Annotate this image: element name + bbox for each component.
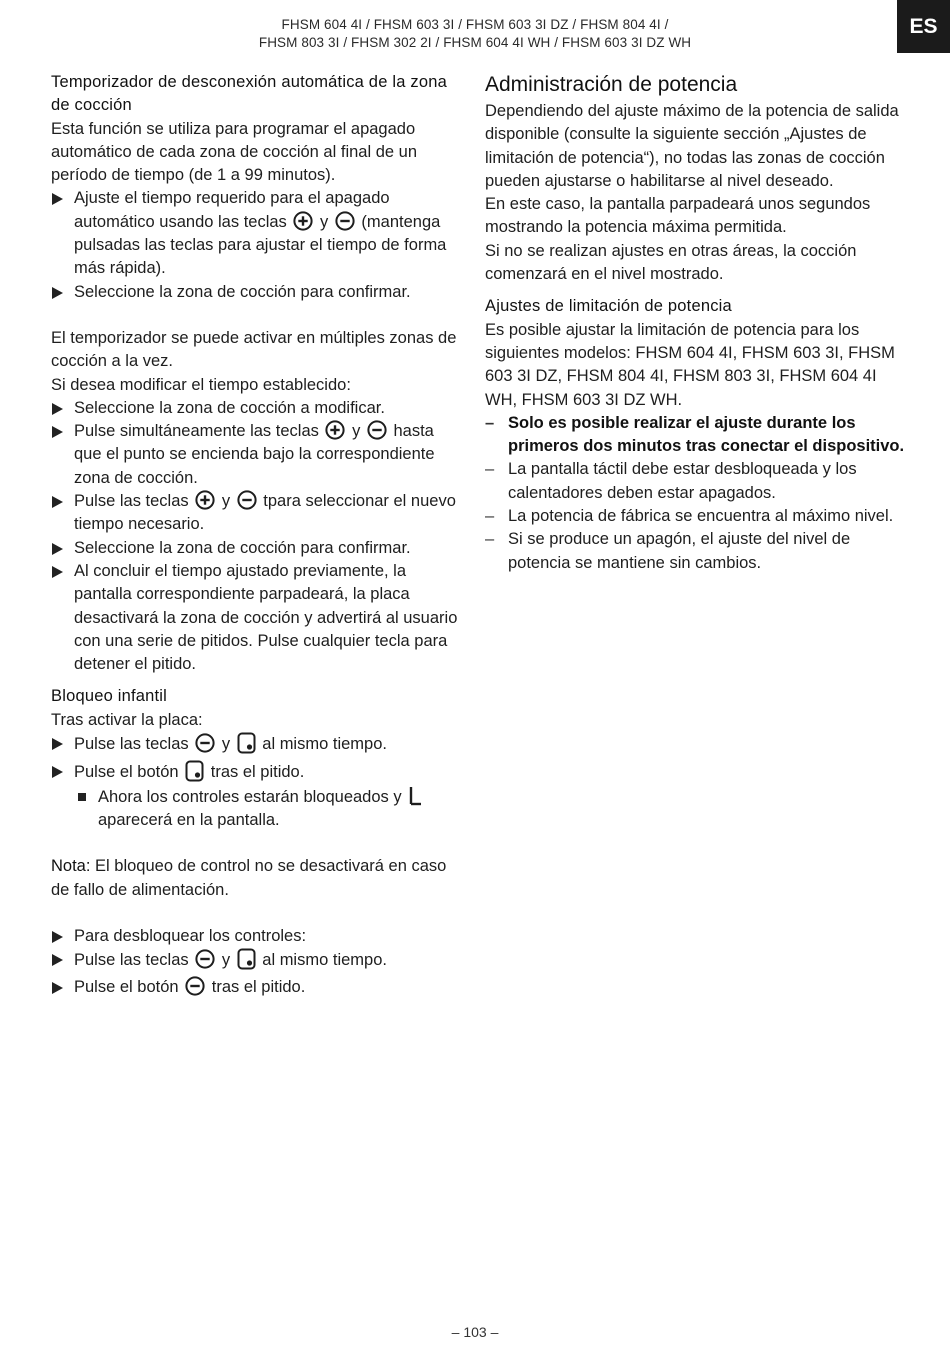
step-text: Pulse simultáneamente las teclas — [74, 422, 319, 441]
left-column — [51, 71, 461, 1000]
lock-key-icon — [185, 760, 204, 782]
page-number: – 103 – — [451, 1324, 499, 1340]
list-item — [51, 760, 461, 832]
timer-section-title: Temporizador de desconexión automática de la zona de cocción — [51, 73, 447, 115]
step-text: tpara seleccionar el nuevo tiempo necesario. — [74, 492, 456, 534]
power-paragraph-2: En este caso, la pantalla parpadeará unos segundos mostrando la potencia máxima permitida. — [485, 195, 871, 237]
list-item: – La pantalla táctil debe estar desbloqueada y los calentadores deben estar apagados. — [485, 458, 905, 505]
power-paragraph-1: Dependiendo del ajuste máximo de la potencia de salida disponible (consulte la siguiente sección „Ajustes de limitación de potencia“), no todas las zonas de cocción pueden ajustarse o habilitarse al nivel deseado. — [485, 102, 899, 190]
step-text: al mismo tiempo. — [262, 735, 387, 754]
language-tab: ES — [897, 0, 950, 53]
list-item: Seleccione la zona de cocción para confirmar. — [51, 537, 461, 560]
step-text: tras el pitido. — [211, 978, 306, 997]
note-text: El bloqueo de control no se desactivará en caso de fallo de alimentación. — [51, 857, 447, 899]
minus-key-icon — [185, 976, 205, 996]
list-item — [51, 976, 461, 999]
step-text: Pulse las teclas — [74, 492, 189, 511]
step-text: y — [319, 212, 329, 231]
list-item: Seleccione la zona de cocción a modificar. — [51, 397, 461, 420]
lock-key-icon — [237, 732, 256, 754]
list-item — [51, 420, 461, 490]
header-models-line-2: FHSM 803 3I / FHSM 302 2I / FHSM 604 4I WH / FHSM 603 3I DZ WH — [258, 35, 692, 50]
list-item: Al concluir el tiempo ajustado previamente, la pantalla correspondiente parpadeará, la placa desactivará la zona de cocción y advertirá al usuario con una serie de pitidos. Pulse cualquier tecla para detener el pitido. — [51, 560, 461, 676]
step-text: Pulse el botón — [74, 763, 179, 782]
unlock-steps — [51, 925, 461, 1000]
list-item — [74, 785, 461, 833]
list-item: Para desbloquear los controles: — [51, 925, 461, 948]
step-text: aparecerá en la pantalla. — [98, 810, 280, 829]
list-item: Seleccione la zona de cocción para confirmar. — [51, 281, 461, 304]
minus-key-icon — [195, 733, 215, 753]
list-item — [51, 490, 461, 537]
minus-key-icon — [367, 420, 387, 440]
timer-multi-zone-note: El temporizador se puede activar en múltiples zonas de cocción a la vez. — [51, 328, 457, 371]
power-limit-title: Ajustes de limitación de potencia — [485, 297, 732, 316]
list-item — [51, 732, 461, 756]
list-item: – La potencia de fábrica se encuentra al máximo nivel. — [485, 505, 905, 528]
timer-intro: Esta función se utiliza para programar el apagado automático de cada zona de cocción al final de un período de tiempo (de 1 a 99 minutos). — [51, 119, 417, 185]
timer-steps — [51, 187, 461, 303]
step-text: (mantenga pulsadas las teclas para ajustar el tiempo de forma más rápida). — [74, 212, 447, 278]
minus-key-icon — [237, 490, 257, 510]
step-text: Pulse las teclas — [74, 735, 189, 754]
step-text: y — [221, 492, 231, 511]
modify-intro: Si desea modificar el tiempo establecido: — [51, 375, 351, 394]
lock-display-L-icon — [408, 785, 422, 807]
power-management-title: Administración de potencia — [485, 73, 738, 96]
child-lock-title: Bloqueo infantil — [51, 687, 168, 706]
plus-key-icon — [325, 420, 345, 440]
lock-key-icon — [237, 948, 256, 970]
step-text: Pulse el botón — [74, 978, 179, 997]
plus-key-icon — [293, 211, 313, 231]
child-lock-steps — [51, 732, 461, 832]
step-text: Ahora los controles estarán bloqueados y — [98, 787, 402, 806]
minus-key-icon — [195, 949, 215, 969]
power-limit-list — [485, 412, 905, 575]
list-item — [51, 948, 461, 972]
step-text: Ajuste el tiempo requerido para el apagado automático usando las teclas — [74, 189, 390, 231]
header-models-line-1: FHSM 604 4I / FHSM 603 3I / FHSM 603 3I DZ / FHSM 804 4I / — [281, 17, 669, 32]
step-text: y — [352, 422, 361, 441]
step-text: hasta que el punto se encienda bajo la correspondiente zona de cocción. — [74, 422, 435, 487]
right-column — [485, 71, 905, 575]
power-limit-intro: Es posible ajustar la limitación de potencia para los siguientes modelos: FHSM 604 4I, FHSM 603 3I, FHSM 603 3I DZ, FHSM 804 4I, FHSM 803 3I, FHSM 604 4I WH, FHSM 603 3I DZ WH. — [485, 320, 895, 409]
list-item: – Si se produce un apagón, el ajuste del nivel de potencia se mantiene sin cambios. — [485, 528, 905, 575]
note-label: Nota: — [51, 857, 91, 876]
modify-steps — [51, 397, 461, 677]
step-text: y — [221, 951, 231, 970]
note — [51, 855, 461, 902]
power-paragraph-3: Si no se realizan ajustes en otras áreas, la cocción comenzará en el nivel mostrado. — [485, 241, 857, 284]
page-header — [0, 16, 950, 52]
step-text: y — [221, 735, 231, 754]
step-text: al mismo tiempo. — [262, 951, 387, 970]
list-item: – Solo es posible realizar el ajuste durante los primeros dos minutos tras conectar el dispositivo. — [485, 412, 905, 459]
step-text: tras el pitido. — [210, 763, 305, 782]
minus-key-icon — [335, 211, 355, 231]
child-lock-intro: Tras activar la placa: — [51, 710, 203, 729]
child-lock-substeps — [74, 785, 461, 833]
step-text: Pulse las teclas — [74, 951, 189, 970]
plus-key-icon — [195, 490, 215, 510]
list-item — [51, 187, 461, 280]
